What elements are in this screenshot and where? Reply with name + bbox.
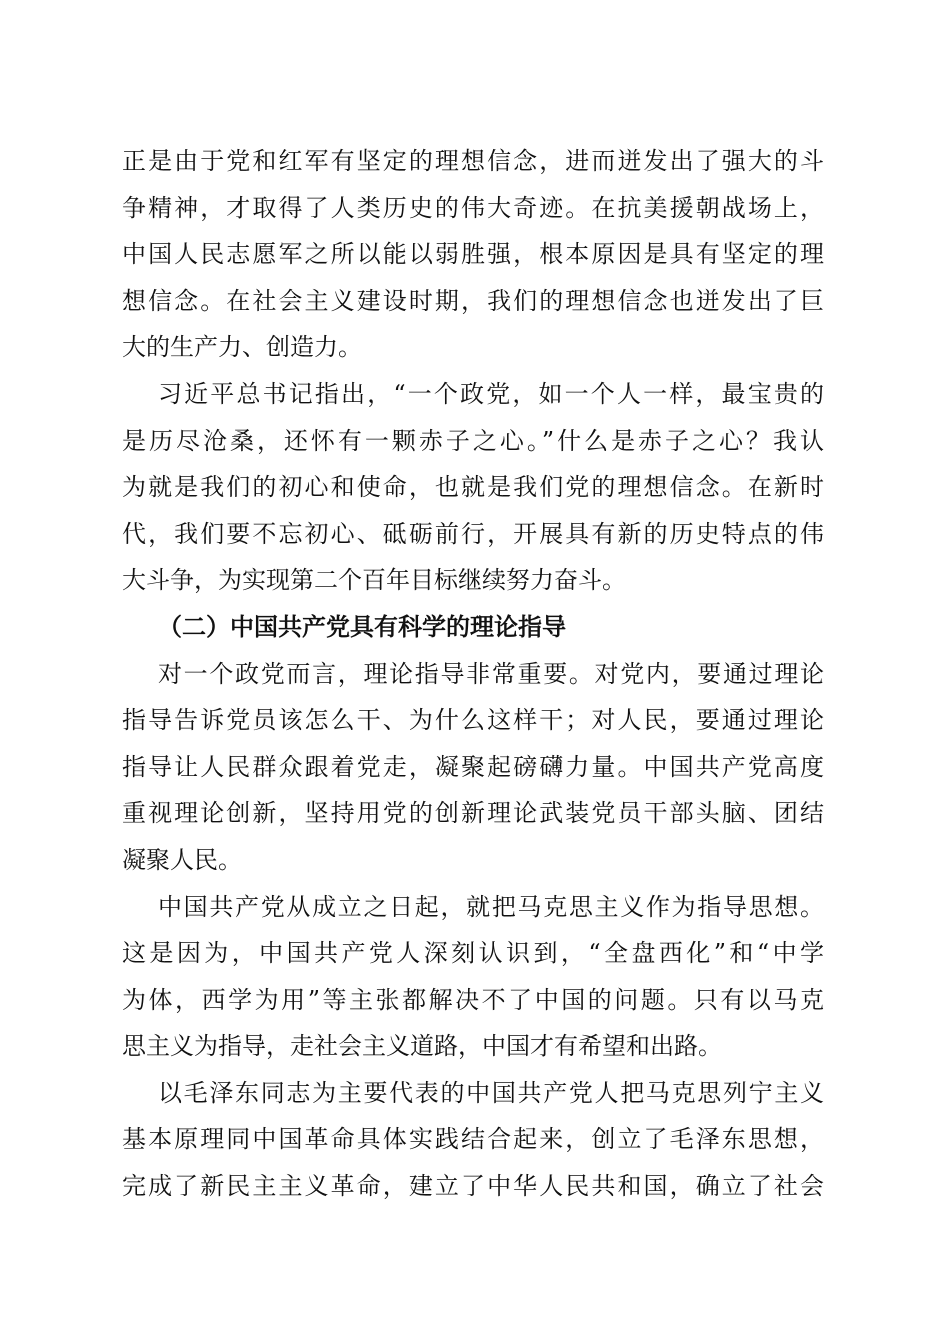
text-line: 为就是我们的初心和使命，也就是我们党的理想信念。在新时 — [122, 473, 824, 502]
section-heading — [122, 604, 824, 651]
text-line: 争精神，才取得了人类历史的伟大奇迹。在抗美援朝战场上， — [122, 193, 824, 222]
text-line: 这是因为，中国共产党人深刻认识到，“全盘西化”和“中学 — [122, 939, 824, 968]
paragraph — [122, 884, 824, 1070]
text-line: 凝聚人民。 — [122, 845, 242, 874]
text-line: 基本原理同中国革命具体实践结合起来，创立了毛泽东思想， — [122, 1125, 824, 1154]
text-line: 完成了新民主主义革命，建立了中华人民共和国，确立了社会 — [122, 1172, 824, 1201]
text-line: 代，我们要不忘初心、砥砺前行，开展具有新的历史特点的伟 — [122, 519, 824, 548]
text-line: 思主义为指导，走社会主义道路，中国才有希望和出路。 — [122, 1032, 722, 1061]
text-line: 大斗争，为实现第二个百年目标继续努力奋斗。 — [122, 566, 626, 595]
text-line: 指导告诉党员该怎么干、为什么这样干；对人民，要通过理论 — [122, 706, 824, 735]
paragraph — [122, 138, 824, 371]
text-line: 是历尽沧桑，还怀有一颗赤子之心。”什么是赤子之心？我认 — [122, 426, 824, 455]
text-line: 习近平总书记指出，“一个政党，如一个人一样，最宝贵的 — [158, 379, 824, 408]
text-line: 对一个政党而言，理论指导非常重要。对党内，要通过理论 — [158, 659, 824, 688]
text-line: 中国共产党从成立之日起，就把马克思主义作为指导思想。 — [158, 892, 824, 921]
paragraph — [122, 1070, 824, 1210]
paragraph — [122, 371, 824, 604]
text-line: 大的生产力、创造力。 — [122, 333, 362, 362]
text-line: 以毛泽东同志为主要代表的中国共产党人把马克思列宁主义 — [158, 1078, 824, 1107]
paragraph — [122, 651, 824, 884]
text-line: 指导让人民群众跟着党走，凝聚起磅礴力量。中国共产党高度 — [122, 752, 824, 781]
text-line: 重视理论创新，坚持用党的创新理论武装党员干部头脑、团结 — [122, 799, 824, 828]
text-line: 正是由于党和红军有坚定的理想信念，进而迸发出了强大的斗 — [122, 147, 824, 175]
text-line: 想信念。在社会主义建设时期，我们的理想信念也迸发出了巨 — [122, 286, 824, 315]
document-body — [122, 138, 824, 1210]
text-line: 为体，西学为用”等主张都解决不了中国的问题。只有以马克 — [122, 985, 824, 1014]
text-line: 中国人民志愿军之所以能以弱胜强，根本原因是具有坚定的理 — [122, 240, 824, 269]
heading-text: （二）中国共产党具有科学的理论指导 — [158, 611, 566, 641]
